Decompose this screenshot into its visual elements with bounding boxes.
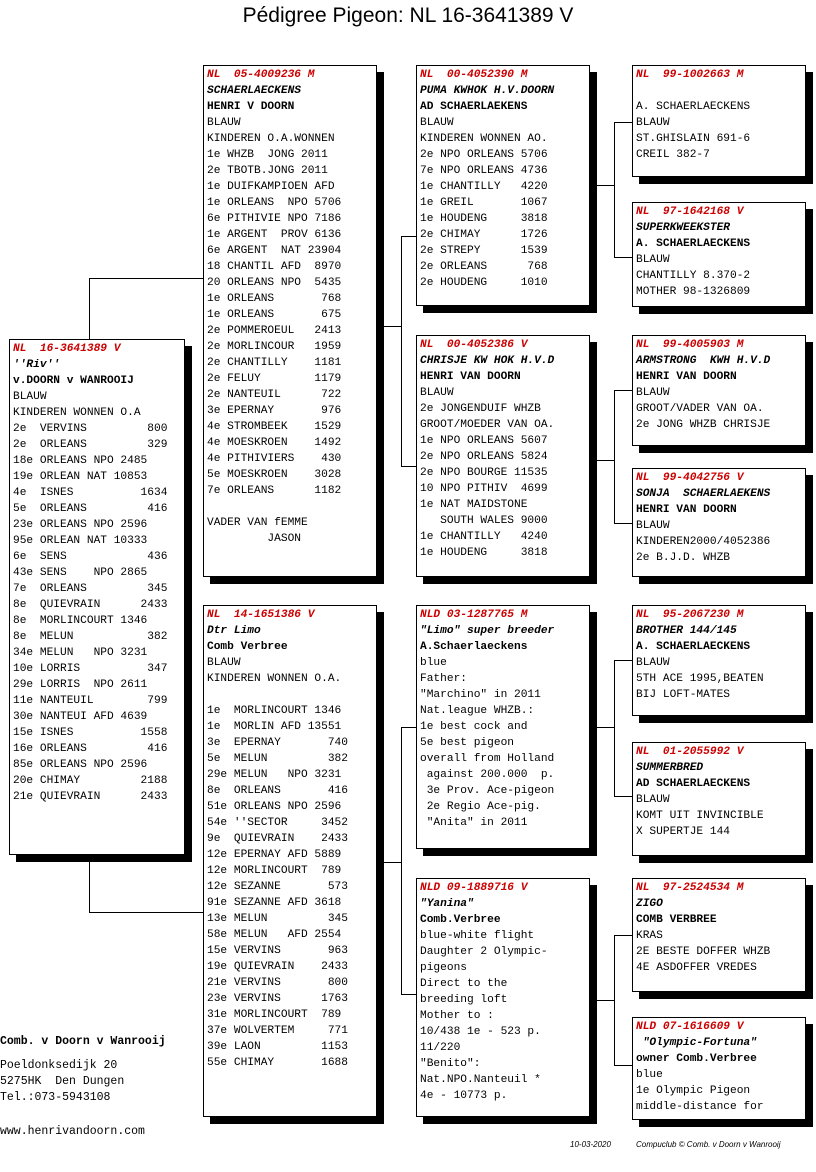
result-line: ST.GHISLAIN 691-6	[636, 133, 751, 145]
result-line: Father:	[420, 673, 467, 685]
result-line: 8e QUIEVRAIN 2433	[13, 599, 168, 611]
connector-line	[614, 122, 615, 257]
result-line: 4e ISNES 1634	[13, 487, 168, 499]
result-line: Daughter 2 Olympic-	[420, 946, 548, 958]
pigeon-card-ggf-3[interactable]	[632, 605, 806, 716]
pigeon-name: "Olympic-Fortuna"	[636, 1037, 757, 1049]
result-line: 2e ORLEANS 768	[420, 261, 548, 273]
result-line: 11e NANTEUIL 799	[13, 695, 168, 707]
connector-line	[401, 236, 416, 237]
result-line: BLAUW	[636, 657, 670, 669]
result-line: 18 CHANTIL AFD 8970	[207, 261, 342, 273]
result-line: middle-distance for	[636, 1101, 764, 1113]
pigeon-card-mother[interactable]	[203, 605, 377, 1117]
owner-name: Comb.Verbree	[420, 914, 501, 926]
ring-number: NLD 09-1889716 V	[420, 882, 528, 894]
breeder-phone: Tel.:073-5943108	[0, 1091, 111, 1104]
result-line: blue	[636, 1069, 663, 1081]
result-line: 2e VERVINS 800	[13, 423, 168, 435]
owner-name: HENRI VAN DOORN	[636, 504, 737, 516]
result-line: 2e CHANTILLY 1181	[207, 357, 342, 369]
pigeon-card-ggf-2[interactable]	[632, 335, 806, 446]
result-line: 8e ORLEANS 416	[207, 785, 348, 797]
breeder-name: Comb. v Doorn v Wanrooij	[0, 1035, 166, 1048]
result-line: BLAUW	[636, 520, 670, 532]
pigeon-name: "Limo" super breeder	[420, 625, 555, 637]
result-line: overall from Holland	[420, 753, 555, 765]
pigeon-name: "Yanina"	[420, 898, 474, 910]
result-line: 3e EPERNAY 740	[207, 737, 348, 749]
result-line: 21e VERVINS 800	[207, 977, 348, 989]
result-line: 3e EPERNAY 976	[207, 405, 342, 417]
connector-line	[89, 855, 90, 912]
result-line: against 200.000 p.	[420, 769, 555, 781]
result-line: 55e CHIMAY 1688	[207, 1057, 348, 1069]
connector-line	[401, 466, 416, 467]
breeder-city: 5275HK Den Dungen	[0, 1075, 125, 1088]
result-line: KINDEREN O.A.WONNEN	[207, 133, 335, 145]
ring-number: NL 99-4005903 M	[636, 339, 744, 351]
result-line: 12e EPERNAY AFD 5889	[207, 849, 342, 861]
result-line: 1e ORLEANS 768	[207, 293, 342, 305]
result-line: 5TH ACE 1995,BEATEN	[636, 673, 764, 685]
result-line: 8e MELUN 382	[13, 631, 168, 643]
result-line: 29e MELUN NPO 3231	[207, 769, 342, 781]
result-line: 11/220	[420, 1042, 461, 1054]
ring-number: NL 99-1002663 M	[636, 69, 744, 81]
owner-name: AD SCHAERLAECKENS	[636, 778, 751, 790]
result-line: GROOT/VADER VAN OA.	[636, 403, 764, 415]
pigeon-name: ARMSTRONG KWH H.V.D	[636, 355, 771, 367]
result-line: KRAS	[636, 930, 663, 942]
result-line: 2e STREPY 1539	[420, 245, 548, 257]
ring-number: NL 00-4052390 M	[420, 69, 528, 81]
result-line: BLAUW	[207, 117, 241, 129]
connector-line	[401, 727, 402, 994]
result-line: 18e ORLEANS NPO 2485	[13, 455, 148, 467]
pigeon-card-ggm-3[interactable]	[632, 742, 806, 856]
pigeon-card-subject[interactable]	[9, 339, 185, 855]
result-line: BIJ LOFT-MATES	[636, 689, 730, 701]
result-line: 95e ORLEAN NAT 10333	[13, 535, 148, 547]
ring-number: NL 97-1642168 V	[636, 206, 744, 218]
page-title: Pédigree Pigeon: NL 16-3641389 V	[242, 4, 574, 27]
pigeon-card-paternal-grandmother[interactable]	[416, 335, 590, 577]
result-line: 39e LAON 1153	[207, 1041, 348, 1053]
software-credit: Compuclub © Comb. v Doorn v Wanrooij	[636, 1140, 781, 1149]
connector-line	[590, 727, 614, 728]
result-line: breeding loft	[420, 994, 508, 1006]
owner-name: A. SCHAERLAECKENS	[636, 641, 751, 653]
result-line: 85e ORLEANS NPO 2596	[13, 759, 148, 771]
result-line: 4e PITHIVIERS 430	[207, 453, 342, 465]
result-line: BLAUW	[13, 391, 47, 403]
pigeon-name: ZIGO	[636, 898, 663, 910]
result-line: 43e SENS NPO 2865	[13, 567, 148, 579]
result-line: BLAUW	[636, 117, 670, 129]
result-line: CHANTILLY 8.370-2	[636, 270, 751, 282]
result-line: 20 ORLEANS NPO 5435	[207, 277, 342, 289]
ring-number: NL 95-2067230 M	[636, 609, 744, 621]
result-line: 2e JONG WHZB CHRISJE	[636, 419, 771, 431]
result-line: 21e QUIEVRAIN 2433	[13, 791, 168, 803]
result-line: 1e MORLIN AFD 13551	[207, 721, 342, 733]
pigeon-name: SCHAERLAECKENS	[207, 85, 301, 97]
result-line: 1e CHANTILLY 4240	[420, 531, 548, 543]
owner-name: v.DOORN v WANROOIJ	[13, 375, 134, 387]
result-line: 2e NPO ORLEANS 5706	[420, 149, 548, 161]
owner-name: AD SCHAERLAEKENS	[420, 101, 528, 113]
result-line: 5e ORLEANS 416	[13, 503, 168, 515]
result-line: 4e - 10773 p.	[420, 1090, 508, 1102]
result-line: 2e NPO BOURGE 11535	[420, 467, 548, 479]
result-line: 9e QUIEVRAIN 2433	[207, 833, 348, 845]
result-line: KINDEREN2000/4052386	[636, 536, 771, 548]
result-line: 1e best cock and	[420, 721, 528, 733]
result-line	[207, 499, 376, 515]
result-line: 10e LORRIS 347	[13, 663, 168, 675]
result-line: 2e NANTEUIL 722	[207, 389, 342, 401]
result-line: 30e NANTEUI AFD 4639	[13, 711, 148, 723]
result-line: 1e Olympic Pigeon	[636, 1085, 751, 1097]
result-line: BLAUW	[636, 794, 670, 806]
result-line	[207, 687, 376, 703]
result-line: 6e SENS 436	[13, 551, 168, 563]
result-line: 1e HOUDENG 3818	[420, 213, 548, 225]
result-line: JASON	[207, 533, 301, 545]
result-line: 1e GREIL 1067	[420, 197, 548, 209]
pigeon-name: CHRISJE KW HOK H.V.D	[420, 355, 555, 367]
connector-line	[377, 862, 401, 863]
result-line: blue-white flight	[420, 930, 535, 942]
result-line: 20e CHIMAY 2188	[13, 775, 168, 787]
connector-line	[377, 326, 401, 327]
result-line: blue	[420, 657, 447, 669]
result-line: CREIL 382-7	[636, 149, 710, 161]
result-line: Direct to the	[420, 978, 508, 990]
result-line: 10/438 1e - 523 p.	[420, 1026, 541, 1038]
pigeon-name: Dtr Limo	[207, 625, 261, 637]
pigeon-name: SUMMERBRED	[636, 762, 704, 774]
result-line: 54e ''SECTOR 3452	[207, 817, 348, 829]
owner-name: HENRI VAN DOORN	[636, 371, 737, 383]
connector-line	[614, 257, 632, 258]
result-line: 4E ASDOFFER VREDES	[636, 962, 757, 974]
result-line: 7e NPO ORLEANS 4736	[420, 165, 548, 177]
ring-number: NL 00-4052386 V	[420, 339, 528, 351]
result-line: 6e PITHIVIE NPO 7186	[207, 213, 342, 225]
result-line: 5e MOESKROEN 3028	[207, 469, 342, 481]
result-line: 23e VERVINS 1763	[207, 993, 348, 1005]
result-line: 6e ARGENT NAT 23904	[207, 245, 342, 257]
breeder-street: Poeldonksedijk 20	[0, 1059, 118, 1072]
owner-name: COMB VERBREE	[636, 914, 717, 926]
print-date: 10-03-2020	[570, 1140, 611, 1149]
connector-line	[401, 236, 402, 466]
result-line: "Marchino" in 2011	[420, 689, 541, 701]
result-line: 23e ORLEANS NPO 2596	[13, 519, 148, 531]
pigeon-card-maternal-grandfather[interactable]	[416, 605, 590, 849]
connector-line	[590, 1000, 614, 1001]
result-line: "Benito":	[420, 1058, 481, 1070]
result-line: SOUTH WALES 9000	[420, 515, 548, 527]
result-line: 1e HOUDENG 3818	[420, 547, 548, 559]
result-line: 8e MORLINCOURT 1346	[13, 615, 148, 627]
result-line: 1e ARGENT PROV 6136	[207, 229, 342, 241]
result-line: BLAUW	[420, 387, 454, 399]
owner-name: owner Comb.Verbree	[636, 1053, 757, 1065]
result-line: 1e ORLEANS 675	[207, 309, 342, 321]
result-line: 2e FELUY 1179	[207, 373, 342, 385]
result-line: 12e SEZANNE 573	[207, 881, 348, 893]
ring-number: NL 99-4042756 V	[636, 472, 744, 484]
result-line: BLAUW	[636, 387, 670, 399]
result-line: 5e MELUN 382	[207, 753, 348, 765]
owner-name: Comb Verbree	[207, 641, 288, 653]
result-line: X SUPERTJE 144	[636, 826, 730, 838]
result-line: 29e LORRIS NPO 2611	[13, 679, 148, 691]
connector-line	[401, 994, 416, 995]
connector-line	[89, 912, 203, 913]
website-link[interactable]: www.henrivandoorn.com	[0, 1125, 145, 1138]
owner-name: A. SCHAERLAECKENS	[636, 238, 751, 250]
result-line: 12e MORLINCOURT 789	[207, 865, 342, 877]
result-line: 2e CHIMAY 1726	[420, 229, 548, 241]
connector-line	[614, 660, 632, 661]
result-line: 4e STROMBEEK 1529	[207, 421, 342, 433]
pigeon-name: PUMA KWHOK H.V.DOORN	[420, 85, 555, 97]
result-line: BLAUW	[207, 657, 241, 669]
result-line: 2e HOUDENG 1010	[420, 277, 548, 289]
result-line: 15e ISNES 1558	[13, 727, 168, 739]
result-line: BLAUW	[420, 117, 454, 129]
result-line: 1e ORLEANS NPO 5706	[207, 197, 342, 209]
result-line: 51e ORLEANS NPO 2596	[207, 801, 342, 813]
ring-number: NLD 07-1616609 V	[636, 1021, 744, 1033]
connector-line	[401, 727, 416, 728]
connector-line	[89, 278, 203, 279]
pigeon-name: SONJA SCHAERLAEKENS	[636, 488, 771, 500]
pigeon-card-maternal-grandmother[interactable]	[416, 878, 590, 1117]
result-line: KINDEREN WONNEN O.A	[13, 407, 141, 419]
pigeon-name: ''Riv''	[13, 359, 60, 371]
pigeon-card-ggm-1[interactable]	[632, 202, 806, 307]
result-line: 13e MELUN 345	[207, 913, 348, 925]
pigeon-card-father[interactable]	[203, 65, 377, 577]
pigeon-card-ggm-2[interactable]	[632, 468, 806, 577]
pigeon-card-ggf-4[interactable]	[632, 878, 806, 992]
pigeon-card-ggm-4[interactable]	[632, 1017, 806, 1120]
result-line: Nat.league WHZB.:	[420, 705, 535, 717]
connector-line	[614, 1065, 632, 1066]
ring-number: NL 05-4009236 M	[207, 69, 315, 81]
connector-line	[614, 935, 615, 1065]
result-line: 2e POMMEROEUL 2413	[207, 325, 342, 337]
result-line: 2e NPO ORLEANS 5824	[420, 451, 548, 463]
result-line: 19e QUIEVRAIN 2433	[207, 961, 348, 973]
result-line: 37e WOLVERTEM 771	[207, 1025, 348, 1037]
connector-line	[614, 390, 632, 391]
result-line: 58e MELUN AFD 2554	[207, 929, 342, 941]
connector-line	[614, 390, 615, 523]
result-line: 4e MOESKROEN 1492	[207, 437, 342, 449]
pigeon-name: SUPERKWEEKSTER	[636, 222, 730, 234]
ring-number: NL 97-2524534 M	[636, 882, 744, 894]
owner-name: HENRI V DOORN	[207, 101, 295, 113]
result-line: GROOT/MOEDER VAN OA.	[420, 419, 555, 431]
result-line: pigeons	[420, 962, 467, 974]
result-line: 7e ORLEANS 1182	[207, 485, 342, 497]
result-line: A. SCHAERLAECKENS	[636, 101, 751, 113]
result-line: 2E BESTE DOFFER WHZB	[636, 946, 771, 958]
result-line: 1e WHZB JONG 2011	[207, 149, 328, 161]
result-line: KINDEREN WONNEN O.A.	[207, 673, 342, 685]
result-line: 2e B.J.D. WHZB	[636, 552, 730, 564]
result-line: 1e DUIFKAMPIOEN AFD	[207, 181, 335, 193]
result-line: 1e NPO ORLEANS 5607	[420, 435, 548, 447]
connector-line	[590, 185, 614, 186]
result-line: 7e ORLEANS 345	[13, 583, 168, 595]
result-line: 10 NPO PITHIV 4699	[420, 483, 548, 495]
result-line: 2e MORLINCOUR 1959	[207, 341, 342, 353]
result-line: 5e best pigeon	[420, 737, 514, 749]
result-line: 3e Prov. Ace-pigeon	[420, 785, 555, 797]
ring-number: NL 16-3641389 V	[13, 343, 121, 355]
result-line: Mother to :	[420, 1010, 494, 1022]
ring-number: NL 01-2055992 V	[636, 746, 744, 758]
pigeon-name: BROTHER 144/145	[636, 625, 737, 637]
connector-line	[614, 796, 632, 797]
connector-line	[614, 935, 632, 936]
owner-name: HENRI VAN DOORN	[420, 371, 521, 383]
result-line: 1e CHANTILLY 4220	[420, 181, 548, 193]
result-line: 1e MORLINCOURT 1346	[207, 705, 342, 717]
connector-line	[614, 523, 632, 524]
result-line: MOTHER 98-1326809	[636, 286, 751, 298]
pigeon-card-ggf-1[interactable]	[632, 65, 806, 177]
result-line: BLAUW	[636, 254, 670, 266]
result-line: 1e NAT MAIDSTONE	[420, 499, 528, 511]
result-line: 2e ORLEANS 329	[13, 439, 168, 451]
result-line: 16e ORLEANS 416	[13, 743, 168, 755]
result-line: KOMT UIT INVINCIBLE	[636, 810, 764, 822]
result-line: 31e MORLINCOURT 789	[207, 1009, 342, 1021]
result-line: 2e Regio Ace-pig.	[420, 801, 541, 813]
result-line: 2e TBOTB.JONG 2011	[207, 165, 328, 177]
result-line: 2e JONGENDUIF WHZB	[420, 403, 541, 415]
ring-number: NL 14-1651386 V	[207, 609, 315, 621]
pigeon-card-paternal-grandfather[interactable]	[416, 65, 590, 306]
result-line: Nat.NPO.Nanteuil *	[420, 1074, 541, 1086]
connector-line	[89, 278, 90, 340]
result-line: VADER VAN fEMME	[207, 517, 308, 529]
result-line: 15e VERVINS 963	[207, 945, 348, 957]
ring-number: NLD 03-1287765 M	[420, 609, 528, 621]
result-line: 34e MELUN NPO 3231	[13, 647, 148, 659]
result-line: 19e ORLEAN NAT 10853	[13, 471, 148, 483]
connector-line	[614, 122, 632, 123]
result-line: KINDEREN WONNEN AO.	[420, 133, 548, 145]
connector-line	[614, 660, 615, 796]
result-line: 91e SEZANNE AFD 3618	[207, 897, 342, 909]
connector-line	[590, 460, 614, 461]
owner-name: A.Schaerlaeckens	[420, 641, 528, 653]
result-line: "Anita" in 2011	[420, 817, 528, 829]
result-line	[636, 83, 805, 99]
